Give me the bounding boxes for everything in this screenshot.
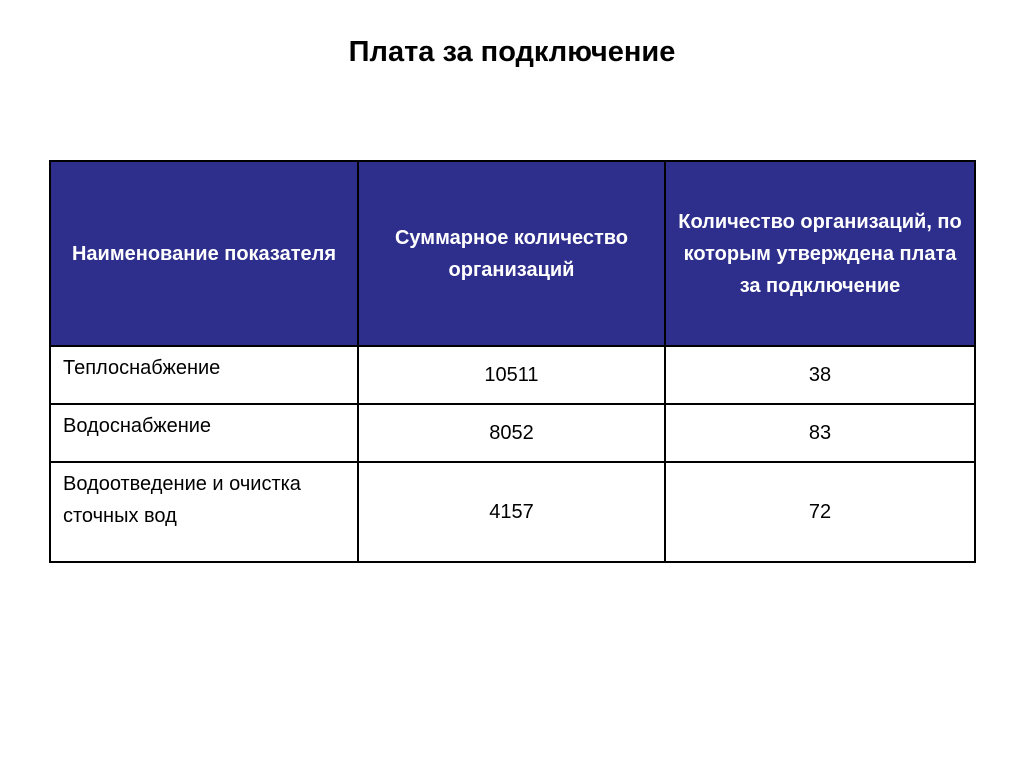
table-row xyxy=(50,346,975,404)
row-name: Водоотведение и очистка сточных вод xyxy=(50,462,358,562)
header-total-organizations: Суммарное количество организаций xyxy=(358,161,665,346)
page-title: Плата за подключение xyxy=(348,36,676,68)
data-table xyxy=(49,160,976,563)
row-name: Теплоснабжение xyxy=(50,346,358,404)
row-total: 8052 xyxy=(358,404,665,462)
row-total: 10511 xyxy=(358,346,665,404)
table-header-row xyxy=(50,161,975,346)
row-name: Водоснабжение xyxy=(50,404,358,462)
table-row xyxy=(50,404,975,462)
header-approved-organizations: Количество организаций, по которым утверждена плата за подключение xyxy=(665,161,975,346)
header-indicator-name: Наименование показателя xyxy=(50,161,358,346)
table-row xyxy=(50,462,975,562)
row-approved: 38 xyxy=(665,346,975,404)
row-approved: 72 xyxy=(665,462,975,562)
row-approved: 83 xyxy=(665,404,975,462)
row-total: 4157 xyxy=(358,462,665,562)
